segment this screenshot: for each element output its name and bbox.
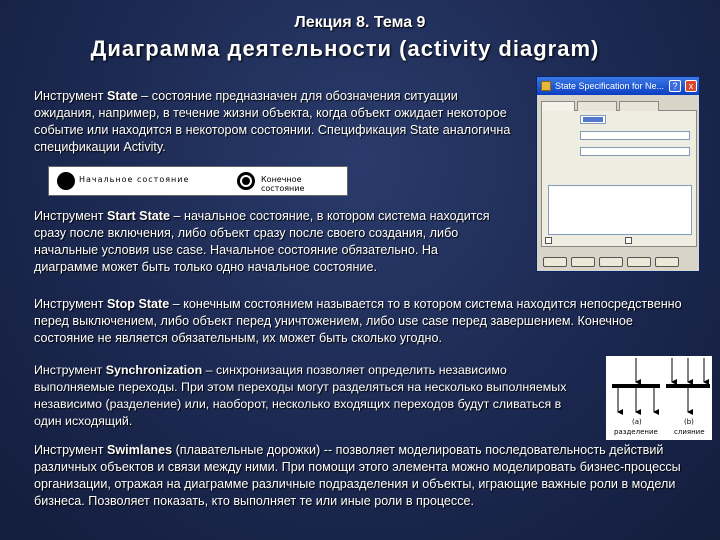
paragraph-prefix: Инструмент — [34, 297, 107, 311]
window-icon — [541, 81, 551, 91]
synchronization-diagram — [606, 356, 712, 440]
paragraph-text: – состояние предназначен для обозначения ситуации ожидания, например, в течение жизни объекта, когда объект ожидает некоторое событие или находится в некотором состоянии. Спецификация State аналогична спецификации Activity. — [34, 89, 511, 154]
term-swimlanes: Swimlanes — [106, 443, 173, 457]
term-state: State — [106, 89, 138, 103]
name-field[interactable] — [580, 115, 606, 124]
dialog-panel — [541, 111, 697, 247]
term-stop-state: Stop State — [106, 297, 170, 311]
ok-button[interactable] — [543, 257, 567, 267]
term-synchronization: Synchronization — [105, 363, 203, 377]
lecture-subtitle: Лекция 8. Тема 9 — [294, 14, 426, 31]
paragraph-text: (плавательные дорожки) -- позволяет моделировать последовательность действий различных объектов и связи между ними. При помощи этого элемента можно моделировать бизнес-процессы организации, отражая на диаграмме различные подразделения и объекты, играющие важные роли в модели бизнеса. Позволяет показать, кто выполняет те или иные роли в процессе. — [34, 443, 681, 508]
dialog-titlebar — [537, 77, 699, 95]
tab-actions[interactable] — [577, 101, 617, 111]
paragraph-prefix: Инструмент — [34, 443, 107, 457]
help-button[interactable]: ? — [669, 80, 681, 92]
dialog-title: State Specification for Ne... — [555, 81, 665, 91]
paragraph-text: – синхронизация позволяет определить независимо выполняемые переходы. При этом переходы могут разделяться на несколько выполняемых независимо (разделение) или, наоборот, несколько входящих переходов будут сливаться в один исходящий. — [34, 363, 567, 428]
start-state-icon — [57, 172, 75, 190]
dialog-help-button[interactable] — [655, 257, 679, 267]
tab-transitions[interactable] — [619, 101, 659, 111]
apply-button[interactable] — [599, 257, 623, 267]
paragraph-start-state — [34, 208, 494, 276]
paragraph-synchronization — [34, 362, 574, 430]
state-specification-dialog — [536, 76, 700, 272]
end-state-label: Конечное состояние — [261, 175, 305, 193]
fork-label-letter: (a) — [632, 418, 642, 426]
end-state-icon — [237, 172, 255, 190]
paragraph-prefix: Инструмент — [34, 209, 107, 223]
join-label: слияние — [674, 428, 705, 436]
join-label-letter: (b) — [684, 418, 694, 426]
documentation-textarea[interactable] — [548, 185, 692, 235]
term-start-state: Start State — [106, 209, 170, 223]
close-button[interactable]: x — [685, 80, 697, 92]
slide-title: Диаграмма деятельности (activity diagram) — [90, 36, 600, 61]
paragraph-state — [34, 88, 514, 156]
show-activity-checkbox[interactable] — [545, 237, 552, 244]
stereotype-field[interactable] — [580, 131, 690, 140]
paragraph-stop-state — [34, 296, 694, 347]
start-state-label: Начальное состояние — [79, 175, 190, 184]
paragraph-text: – начальное состояние, в котором система находится сразу после включения, либо объект сразу после своего создания, либо начальные условия use case. Начальное состояние обязательно. На диаграмме может быть только одно начальное состояние. — [34, 209, 490, 274]
paragraph-swimlanes — [34, 442, 694, 510]
paragraph-text: – конечным состоянием называется то в котором система находится непосредственно перед выключением, либо объект перед уничтожением, либо use case перед завершением. Конечное состояние не является обязательным, их может быть сколько угодно. — [34, 297, 682, 345]
tab-general[interactable] — [541, 101, 575, 111]
paragraph-prefix: Инструмент — [34, 89, 107, 103]
fork-label: разделение — [614, 428, 658, 436]
dialog-tabs — [541, 101, 697, 111]
cancel-button[interactable] — [571, 257, 595, 267]
owner-field[interactable] — [580, 147, 690, 156]
state-symbols-strip — [48, 166, 348, 196]
options-checkbox[interactable] — [625, 237, 632, 244]
paragraph-prefix: Инструмент — [34, 363, 106, 377]
browse-button[interactable] — [627, 257, 651, 267]
